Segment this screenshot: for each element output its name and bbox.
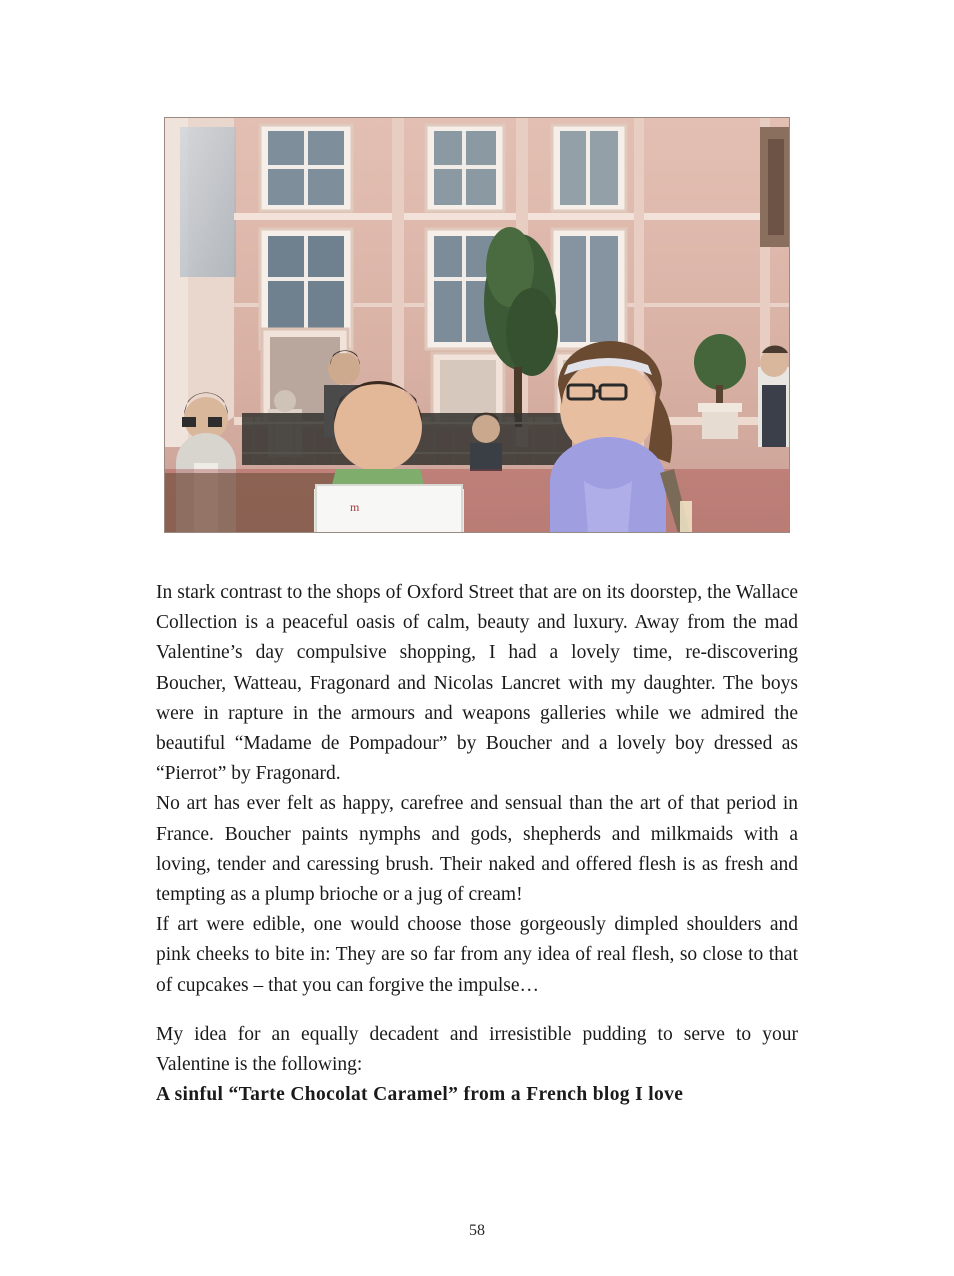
- paragraph-2: No art has ever felt as happy, carefree and sensual than the art of that period in France. Boucher paints nymphs and gods, shepherds and milkmaids with a loving, tender and caressing brush. Their naked and offered flesh is as fresh and tempting as a plump brioche or a jug of cream!: [156, 793, 798, 906]
- paragraph-spacer: [156, 1001, 798, 1020]
- figure-photo: [164, 117, 790, 533]
- photo-wallace-collection-courtyard-cafe: [164, 117, 790, 533]
- paragraph-4: My idea for an equally decadent and irresistible pudding to serve to your Valentine is the following:: [156, 1023, 798, 1076]
- paragraph-3: If art were edible, one would choose those gorgeously dimpled shoulders and pink cheeks to bite in: They are so far from any idea of real flesh, so close to that of cupcakes – that you can forgive the impulse…: [156, 914, 798, 996]
- page-number: 58: [469, 1222, 485, 1239]
- recipe-title: A sinful “Tarte Chocolat Caramel” from a French blog I love: [156, 1084, 684, 1106]
- svg-text:m: m: [350, 500, 360, 514]
- article-body: [156, 578, 798, 1110]
- paragraph-1: In stark contrast to the shops of Oxford Street that are on its doorstep, the Wallace Collection is a peaceful oasis of calm, beauty and luxury. Away from the mad Valentine’s day compulsive shopping, I had a lovely time, re-discovering Boucher, Watteau, Fragonard and Nicolas Lancret with my daughter. The boys were in rapture in the armours and weapons galleries while we admired the beautiful “Madame de Pompadour” by Boucher and a lovely boy dressed as “Pierrot” by Fragonard.: [156, 582, 798, 785]
